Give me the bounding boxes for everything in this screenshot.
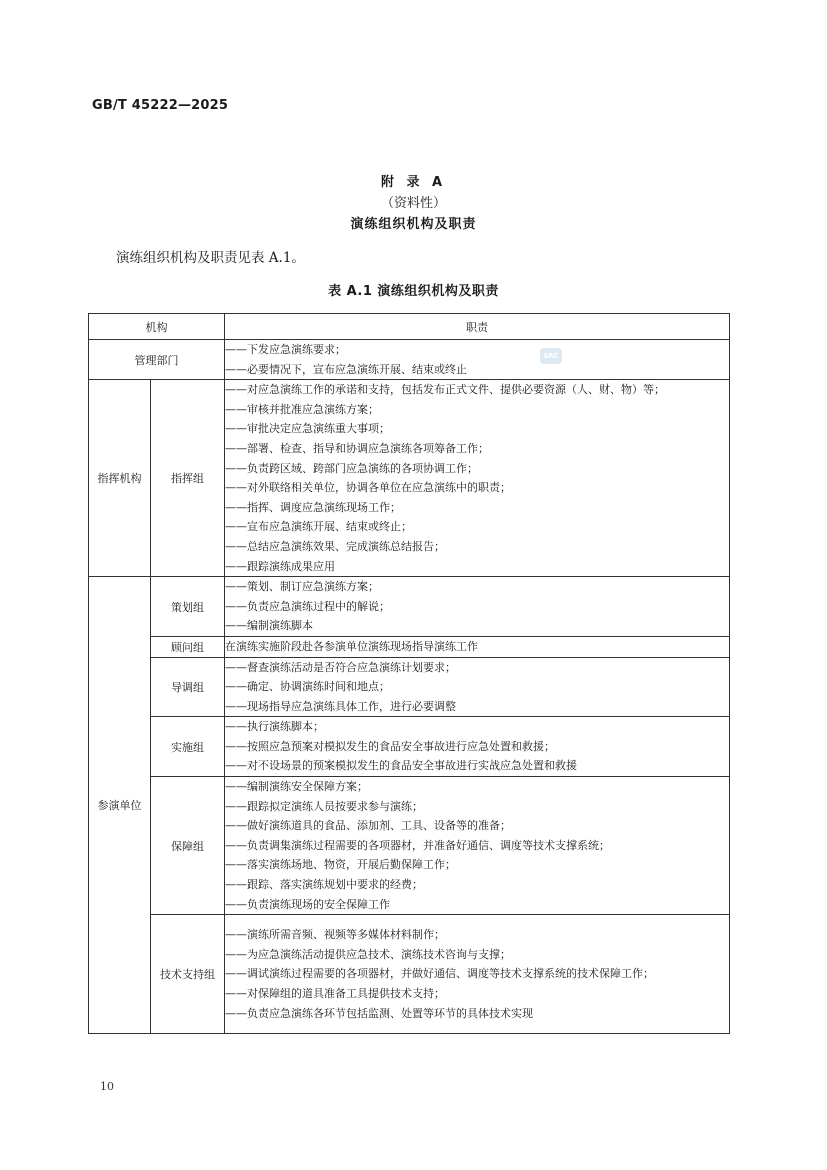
table-row: [89, 717, 730, 777]
duty-line: ——宣布应急演练开展、结束或终止；: [225, 520, 412, 534]
table-row: [89, 777, 730, 915]
duty-line: ——执行演练脚本；: [225, 720, 324, 734]
duty-cell: [225, 777, 730, 915]
duty-line: ——负责跨区域、跨部门应急演练的各项协调工作；: [225, 461, 478, 475]
duty-line: ——落实演练场地、物资，开展后勤保障工作；: [225, 858, 456, 872]
duty-line: ——对不设场景的预案模拟发生的食品安全事故进行实战应急处置和救援: [225, 759, 577, 773]
appendix-nature: （资料性）: [380, 196, 446, 211]
intro-paragraph: 演练组织机构及职责见表 A.1。: [116, 250, 305, 266]
org-command: 指挥机构: [89, 380, 151, 577]
duty-line: ——为应急演练活动提供应急技术、演练技术咨询与支撑；: [225, 947, 511, 961]
group-support: 保障组: [151, 777, 225, 915]
duty-line: ——做好演练道具的食品、添加剂、工具、设备等的准备；: [225, 819, 511, 833]
duty-line: ——审核并批准应急演练方案；: [225, 402, 379, 416]
duty-line: ——督查演练活动是否符合应急演练计划要求；: [225, 660, 456, 674]
duty-line: ——对应急演练工作的承诺和支持，包括发布正式文件、提供必要资源（人、财、物）等；: [225, 383, 665, 397]
group-planning: 策划组: [151, 577, 225, 637]
duty-line: ——负责调集演练过程需要的各项器材，并准备好通信、调度等技术支撑系统；: [225, 838, 610, 852]
table-row: [89, 915, 730, 1034]
table-row: [89, 657, 730, 717]
duty-line: ——审批决定应急演练重大事项；: [225, 422, 390, 436]
table-row: [89, 340, 730, 380]
duty-cell: [225, 657, 730, 717]
duty-line: ——演练所需音频、视频等多媒体材料制作；: [225, 928, 445, 942]
table-header-row: [89, 314, 730, 340]
duty-cell: [225, 636, 730, 657]
table-row: [89, 636, 730, 657]
duty-line: ——部署、检查、指导和协调应急演练各项筹备工作；: [225, 441, 489, 455]
group-tech: 技术支持组: [151, 915, 225, 1034]
group-guidance: 导调组: [151, 657, 225, 717]
duty-line: ——编制演练安全保障方案；: [225, 780, 368, 794]
appendix-heading: 附 录 A: [380, 175, 447, 190]
duty-line: ——确定、协调演练时间和地点；: [225, 680, 390, 694]
duty-line: ——负责演练现场的安全保障工作: [225, 897, 390, 911]
duty-cell: [225, 915, 730, 1034]
org-mgmt: 管理部门: [89, 340, 225, 380]
col-header-duty: 职责: [225, 314, 730, 340]
group-execution: 实施组: [151, 717, 225, 777]
duty-line: ——总结应急演练效果、完成演练总结报告；: [225, 539, 445, 553]
duty-line: 在演练实施阶段赴各参演单位演练现场指导演练工作: [225, 639, 478, 653]
duty-line: ——按照应急预案对模拟发生的食品安全事故进行应急处置和救援；: [225, 739, 555, 753]
duty-cell: [225, 380, 730, 577]
duty-line: ——下发应急演练要求；: [225, 343, 346, 356]
watermark-logo: SRC: [540, 348, 562, 364]
table-caption: 表 A.1 演练组织机构及职责: [328, 284, 499, 299]
duty-line: ——负责应急演练各环节包括监测、处置等环节的具体技术实现: [225, 1006, 533, 1020]
group-command: 指挥组: [151, 380, 225, 577]
duty-line: ——调试演练过程需要的各项器材，并做好通信、调度等技术支撑系统的技术保障工作；: [225, 967, 654, 981]
org-participants: 参演单位: [89, 577, 151, 1034]
duty-line: ——必要情况下，宣布应急演练开展、结束或终止: [225, 362, 467, 376]
duty-line: ——跟踪、落实演练规划中要求的经费；: [225, 878, 423, 892]
duty-line: ——跟踪演练成果应用: [225, 559, 335, 573]
appendix-title: 演练组织机构及职责: [350, 217, 477, 232]
page-number: 10: [100, 1080, 114, 1093]
duty-line: ——指挥、调度应急演练现场工作；: [225, 500, 401, 514]
duty-cell: [225, 340, 730, 380]
duty-cell: [225, 717, 730, 777]
duty-line: ——对外联络相关单位，协调各单位在应急演练中的职责；: [225, 481, 511, 495]
group-advisory: 顾问组: [151, 636, 225, 657]
duty-line: ——跟踪拟定演练人员按要求参与演练；: [225, 799, 423, 813]
duty-line: ——对保障组的道具准备工具提供技术支持；: [225, 987, 445, 1000]
duties-table: [88, 313, 730, 1034]
duty-cell: [225, 577, 730, 637]
table-row: [89, 380, 730, 577]
col-header-org: 机构: [89, 314, 225, 340]
duty-line: ——现场指导应急演练具体工作，进行必要调整: [225, 699, 456, 713]
duty-line: ——负责应急演练过程中的解说；: [225, 599, 390, 613]
standard-number: GB/T 45222—2025: [92, 98, 229, 113]
duty-line: ——编制演练脚本: [225, 619, 313, 633]
table-row: [89, 577, 730, 637]
duty-line: ——策划、制订应急演练方案；: [225, 580, 379, 594]
